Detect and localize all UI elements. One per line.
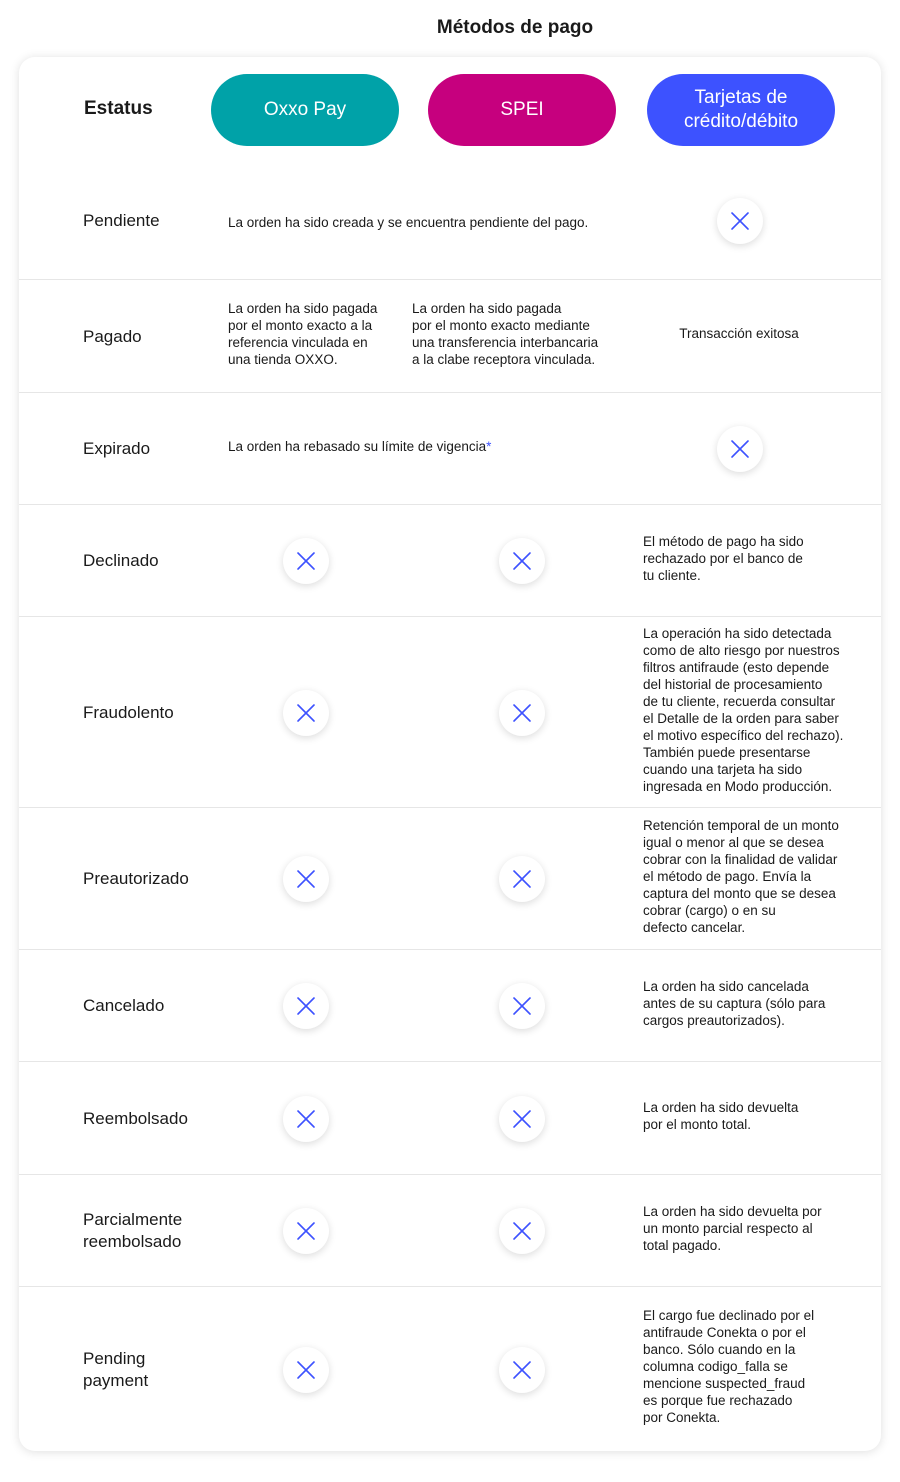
spei-not-applicable-x-icon: [499, 983, 545, 1029]
table-row: [19, 1174, 881, 1286]
card-description: [643, 1203, 873, 1254]
card-method-header: [647, 74, 835, 146]
card-description: [643, 625, 873, 795]
table-row: [19, 504, 881, 616]
status-label: Pending payment: [83, 1349, 149, 1390]
card-description-text: Transacción exitosa: [679, 326, 799, 341]
oxxo-not-applicable-x-icon: [283, 1347, 329, 1393]
card-description-text: El método de pago ha sido rechazado por el banco de tu cliente.: [643, 534, 804, 583]
card-description: [643, 1099, 873, 1133]
spei-not-applicable-x-icon: [499, 1347, 545, 1393]
table-row: [19, 392, 881, 504]
oxxo-not-applicable-x-icon: [283, 1096, 329, 1142]
shared-description-text: La orden ha rebasado su límite de vigencia: [228, 439, 487, 454]
card-description: [619, 325, 859, 342]
oxxo-description: [228, 300, 418, 368]
card-method-header-line-2: crédito/débito: [683, 111, 799, 132]
card-method-header-line-1: Tarjetas de: [694, 87, 788, 108]
card-not-applicable-x-icon: [717, 198, 763, 244]
spei-not-applicable-x-icon: [499, 690, 545, 736]
page-title: Métodos de pago: [436, 17, 594, 38]
status-label: Pendiente: [83, 211, 160, 230]
oxxo-not-applicable-x-icon: [283, 538, 329, 584]
footnote-asterisk: *: [486, 439, 492, 454]
oxxo-not-applicable-x-icon: [283, 856, 329, 902]
card-not-applicable-x-icon: [717, 426, 763, 472]
status-label: Parcialmente reembolsado: [83, 1210, 183, 1251]
spei-description-text: La orden ha sido pagada por el monto exacto mediante una transferencia interbancaria a la clabe receptora vinculada.: [412, 301, 599, 367]
card-description: [643, 978, 873, 1029]
table-row: [19, 616, 881, 807]
status-label: Fraudolento: [83, 703, 174, 722]
shared-description: [228, 438, 628, 455]
spei-not-applicable-x-icon: [499, 1096, 545, 1142]
shared-description-text: La orden ha sido creada y se encuentra pendiente del pago.: [228, 215, 589, 230]
card-description-text: La operación ha sido detectada como de alto riesgo por nuestros filtros antifraude (esto depende del historial de procesamiento de tu cliente, recuerda consultar el Detalle de la orden para saber el motivo específico del rechazo). También puede presentarse cuando una tarjeta ha sido ingresada en Modo producción.: [643, 626, 844, 794]
oxxo-pay-method-header: Oxxo Pay: [211, 74, 399, 146]
card-description: [643, 817, 873, 936]
table-row: [19, 949, 881, 1061]
card-description-text: El cargo fue declinado por el antifraude Conekta o por el banco. Sólo cuando en la columna codigo_falla se mencione suspected_fraud es porque fue rechazado por Conekta.: [643, 1308, 815, 1425]
spei-description: [412, 300, 602, 368]
spei-method-header: SPEI: [428, 74, 616, 146]
table-row: [19, 279, 881, 392]
card-description-text: Retención temporal de un monto igual o menor al que se desea cobrar con la finalidad de validar el método de pago. Envía la captura del monto que se desea cobrar (cargo) o en su defecto cancelar.: [643, 818, 839, 935]
card-description-text: La orden ha sido devuelta por el monto total.: [643, 1100, 799, 1132]
spei-not-applicable-x-icon: [499, 856, 545, 902]
spei-not-applicable-x-icon: [499, 1208, 545, 1254]
table-row: [19, 807, 881, 949]
oxxo-not-applicable-x-icon: [283, 1208, 329, 1254]
status-table-card: [19, 57, 881, 1451]
oxxo-not-applicable-x-icon: [283, 983, 329, 1029]
status-label: Cancelado: [83, 996, 165, 1015]
table-row: [19, 1061, 881, 1174]
oxxo-not-applicable-x-icon: [283, 690, 329, 736]
status-label: Preautorizado: [83, 869, 189, 888]
oxxo-description-text: La orden ha sido pagada por el monto exacto a la referencia vinculada en una tienda OXXO.: [228, 301, 378, 367]
table-row: [19, 171, 881, 279]
status-label: Declinado: [83, 551, 159, 570]
status-column-header: Estatus: [84, 98, 153, 119]
status-label: Pagado: [83, 327, 142, 346]
card-description-text: La orden ha sido devuelta por un monto parcial respecto al total pagado.: [643, 1204, 822, 1253]
shared-description: [228, 214, 628, 231]
card-description: [643, 1307, 873, 1426]
status-label: Expirado: [83, 439, 151, 458]
spei-not-applicable-x-icon: [499, 538, 545, 584]
card-description: [643, 533, 873, 584]
status-label: Reembolsado: [83, 1109, 188, 1128]
card-description-text: La orden ha sido cancelada antes de su captura (sólo para cargos preautorizados).: [643, 979, 826, 1028]
table-row: [19, 1286, 881, 1451]
